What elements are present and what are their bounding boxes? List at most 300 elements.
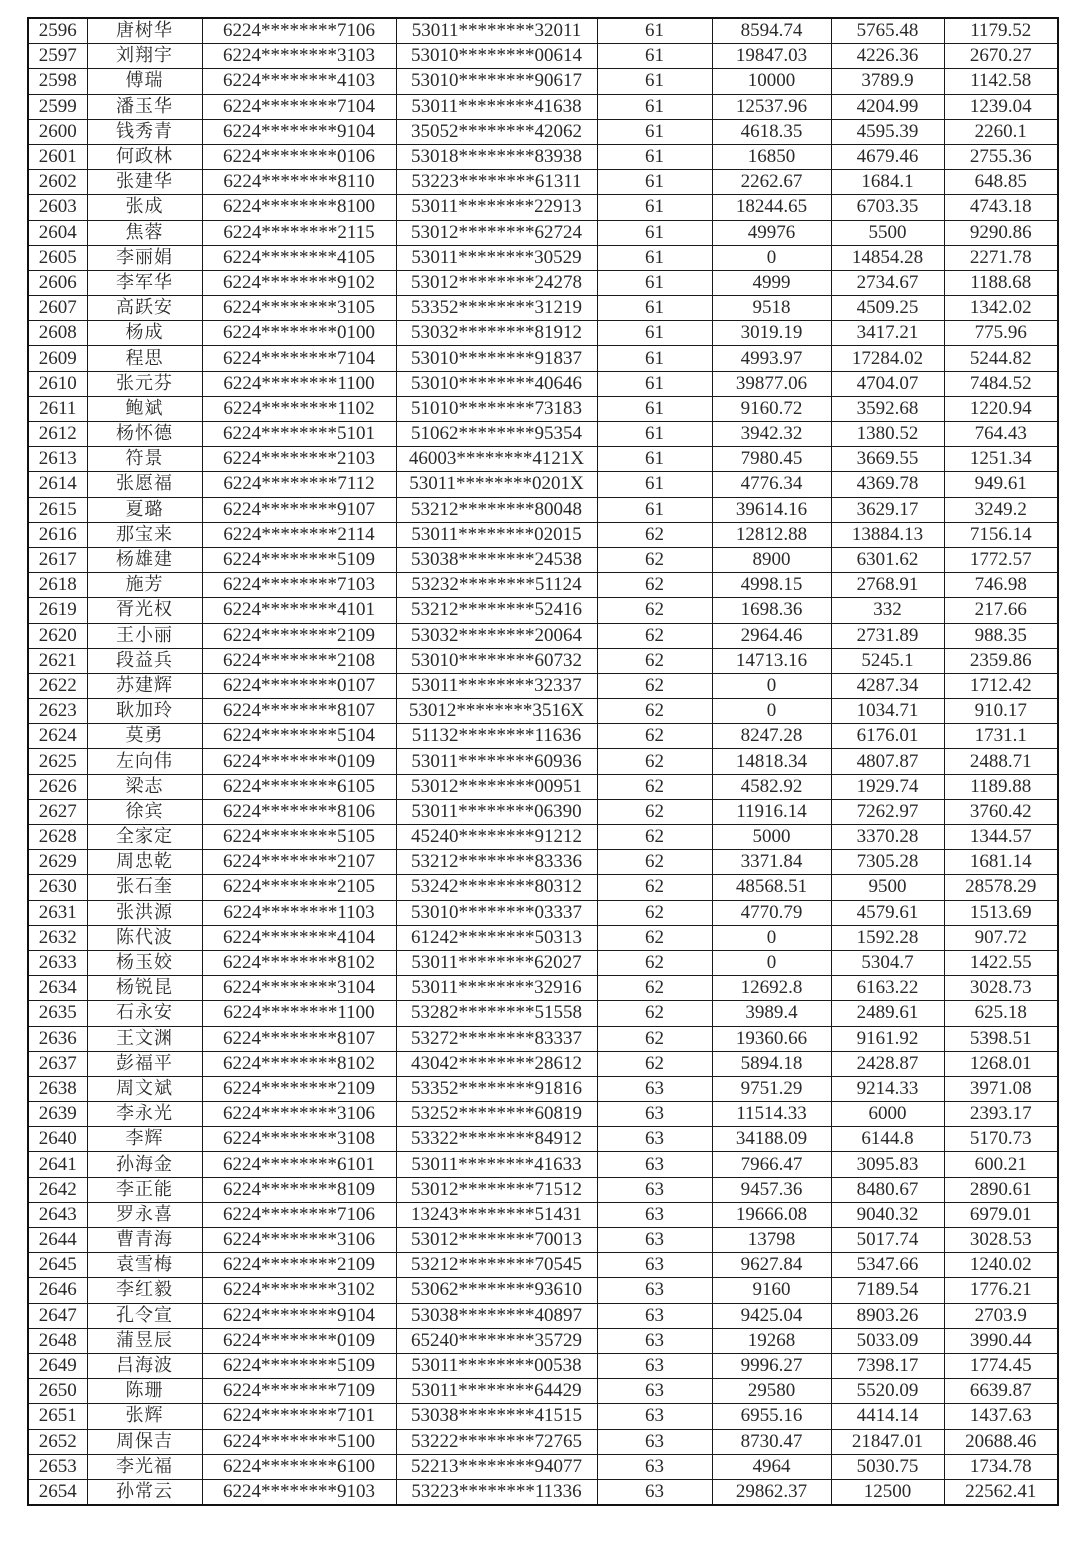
- amount-2-cell: 1929.74: [831, 774, 944, 799]
- id-number-cell: 53011********06390: [396, 799, 597, 824]
- table-row: [28, 321, 1058, 346]
- amount-2-cell: 6163.22: [831, 976, 944, 1001]
- amount-3-cell: 1142.58: [944, 69, 1058, 94]
- name-cell: 焦蓉: [87, 220, 202, 245]
- table-row: [28, 1102, 1058, 1127]
- name-cell: 傅瑞: [87, 69, 202, 94]
- amount-1-cell: 12537.96: [712, 94, 831, 119]
- name-cell: 李红毅: [87, 1278, 202, 1303]
- row-index-cell: 2612: [28, 422, 87, 447]
- card-number-cell: 6224********6105: [202, 774, 396, 799]
- amount-2-cell: 3629.17: [831, 497, 944, 522]
- amount-1-cell: 4993.97: [712, 346, 831, 371]
- table-row: [28, 119, 1058, 144]
- card-number-cell: 6224********0109: [202, 749, 396, 774]
- row-index-cell: 2642: [28, 1177, 87, 1202]
- id-number-cell: 53011********32337: [396, 673, 597, 698]
- card-number-cell: 6224********2107: [202, 850, 396, 875]
- name-cell: 徐宾: [87, 799, 202, 824]
- row-index-cell: 2596: [28, 18, 87, 44]
- age-cell: 61: [597, 94, 712, 119]
- id-number-cell: 53011********32011: [396, 18, 597, 44]
- amount-1-cell: 29580: [712, 1379, 831, 1404]
- amount-3-cell: 3760.42: [944, 799, 1058, 824]
- card-number-cell: 6224********4103: [202, 69, 396, 94]
- amount-2-cell: 1034.71: [831, 699, 944, 724]
- amount-3-cell: 3028.53: [944, 1228, 1058, 1253]
- card-number-cell: 6224********7104: [202, 94, 396, 119]
- amount-1-cell: 0: [712, 950, 831, 975]
- name-cell: 梁志: [87, 774, 202, 799]
- amount-1-cell: 3942.32: [712, 422, 831, 447]
- card-number-cell: 6224********9107: [202, 497, 396, 522]
- amount-1-cell: 0: [712, 245, 831, 270]
- amount-3-cell: 7156.14: [944, 522, 1058, 547]
- id-number-cell: 45240********91212: [396, 825, 597, 850]
- row-index-cell: 2607: [28, 296, 87, 321]
- name-cell: 段益兵: [87, 648, 202, 673]
- amount-3-cell: 1422.55: [944, 950, 1058, 975]
- amount-3-cell: 1189.88: [944, 774, 1058, 799]
- name-cell: 李光福: [87, 1454, 202, 1479]
- age-cell: 62: [597, 774, 712, 799]
- table-row: [28, 1303, 1058, 1328]
- table-row: [28, 900, 1058, 925]
- table-row: [28, 1253, 1058, 1278]
- table-row: [28, 724, 1058, 749]
- id-number-cell: 53252********60819: [396, 1102, 597, 1127]
- age-cell: 62: [597, 623, 712, 648]
- amount-2-cell: 4287.34: [831, 673, 944, 698]
- age-cell: 62: [597, 724, 712, 749]
- amount-1-cell: 49976: [712, 220, 831, 245]
- id-number-cell: 53222********72765: [396, 1429, 597, 1454]
- card-number-cell: 6224********1103: [202, 900, 396, 925]
- amount-1-cell: 5894.18: [712, 1051, 831, 1076]
- card-number-cell: 6224********7109: [202, 1379, 396, 1404]
- amount-2-cell: 9500: [831, 875, 944, 900]
- records-table: [27, 17, 1059, 1506]
- amount-2-cell: 5520.09: [831, 1379, 944, 1404]
- card-number-cell: 6224********5101: [202, 422, 396, 447]
- age-cell: 63: [597, 1479, 712, 1505]
- id-number-cell: 53223********61311: [396, 170, 597, 195]
- amount-2-cell: 6176.01: [831, 724, 944, 749]
- amount-3-cell: 1239.04: [944, 94, 1058, 119]
- card-number-cell: 6224********9104: [202, 119, 396, 144]
- card-number-cell: 6224********8106: [202, 799, 396, 824]
- age-cell: 62: [597, 875, 712, 900]
- id-number-cell: 53010********90617: [396, 69, 597, 94]
- name-cell: 石永安: [87, 1001, 202, 1026]
- amount-1-cell: 9518: [712, 296, 831, 321]
- age-cell: 63: [597, 1353, 712, 1378]
- amount-1-cell: 19360.66: [712, 1026, 831, 1051]
- table-row: [28, 245, 1058, 270]
- card-number-cell: 6224********3104: [202, 976, 396, 1001]
- table-row: [28, 472, 1058, 497]
- card-number-cell: 6224********3106: [202, 1102, 396, 1127]
- card-number-cell: 6224********1100: [202, 1001, 396, 1026]
- amount-3-cell: 1220.94: [944, 396, 1058, 421]
- id-number-cell: 53212********52416: [396, 598, 597, 623]
- card-number-cell: 6224********1100: [202, 371, 396, 396]
- amount-3-cell: 217.66: [944, 598, 1058, 623]
- name-cell: 李正能: [87, 1177, 202, 1202]
- card-number-cell: 6224********3105: [202, 296, 396, 321]
- row-index-cell: 2622: [28, 673, 87, 698]
- amount-1-cell: 4582.92: [712, 774, 831, 799]
- card-number-cell: 6224********8109: [202, 1177, 396, 1202]
- amount-3-cell: 907.72: [944, 925, 1058, 950]
- amount-1-cell: 8594.74: [712, 18, 831, 44]
- table-row: [28, 648, 1058, 673]
- amount-1-cell: 10000: [712, 69, 831, 94]
- card-number-cell: 6224********2115: [202, 220, 396, 245]
- row-index-cell: 2637: [28, 1051, 87, 1076]
- card-number-cell: 6224********2103: [202, 447, 396, 472]
- table-row: [28, 699, 1058, 724]
- age-cell: 61: [597, 220, 712, 245]
- age-cell: 63: [597, 1303, 712, 1328]
- amount-1-cell: 34188.09: [712, 1127, 831, 1152]
- row-index-cell: 2652: [28, 1429, 87, 1454]
- row-index-cell: 2599: [28, 94, 87, 119]
- table-row: [28, 144, 1058, 169]
- amount-3-cell: 1240.02: [944, 1253, 1058, 1278]
- card-number-cell: 6224********3103: [202, 44, 396, 69]
- age-cell: 61: [597, 422, 712, 447]
- amount-2-cell: 6301.62: [831, 547, 944, 572]
- name-cell: 苏建辉: [87, 673, 202, 698]
- row-index-cell: 2608: [28, 321, 87, 346]
- amount-1-cell: 9160: [712, 1278, 831, 1303]
- amount-1-cell: 9160.72: [712, 396, 831, 421]
- row-index-cell: 2648: [28, 1328, 87, 1353]
- id-number-cell: 53011********0201X: [396, 472, 597, 497]
- id-number-cell: 53012********62724: [396, 220, 597, 245]
- card-number-cell: 6224********3106: [202, 1228, 396, 1253]
- card-number-cell: 6224********2105: [202, 875, 396, 900]
- table-row: [28, 170, 1058, 195]
- amount-1-cell: 8730.47: [712, 1429, 831, 1454]
- card-number-cell: 6224********8100: [202, 195, 396, 220]
- row-index-cell: 2634: [28, 976, 87, 1001]
- age-cell: 62: [597, 598, 712, 623]
- amount-1-cell: 2964.46: [712, 623, 831, 648]
- id-number-cell: 53242********80312: [396, 875, 597, 900]
- card-number-cell: 6224********2114: [202, 522, 396, 547]
- amount-2-cell: 14854.28: [831, 245, 944, 270]
- table-row: [28, 220, 1058, 245]
- amount-3-cell: 3971.08: [944, 1076, 1058, 1101]
- row-index-cell: 2621: [28, 648, 87, 673]
- card-number-cell: 6224********0109: [202, 1328, 396, 1353]
- age-cell: 61: [597, 69, 712, 94]
- table-row: [28, 875, 1058, 900]
- table-row: [28, 44, 1058, 69]
- id-number-cell: 13243********51431: [396, 1202, 597, 1227]
- age-cell: 62: [597, 573, 712, 598]
- amount-1-cell: 3019.19: [712, 321, 831, 346]
- id-number-cell: 53012********71512: [396, 1177, 597, 1202]
- row-index-cell: 2615: [28, 497, 87, 522]
- id-number-cell: 53012********24278: [396, 270, 597, 295]
- table-row: [28, 1328, 1058, 1353]
- amount-3-cell: 3990.44: [944, 1328, 1058, 1353]
- row-index-cell: 2644: [28, 1228, 87, 1253]
- amount-3-cell: 6639.87: [944, 1379, 1058, 1404]
- table-row: [28, 799, 1058, 824]
- age-cell: 63: [597, 1177, 712, 1202]
- age-cell: 63: [597, 1102, 712, 1127]
- row-index-cell: 2623: [28, 699, 87, 724]
- name-cell: 李军华: [87, 270, 202, 295]
- amount-1-cell: 11514.33: [712, 1102, 831, 1127]
- amount-2-cell: 3669.55: [831, 447, 944, 472]
- amount-3-cell: 988.35: [944, 623, 1058, 648]
- age-cell: 63: [597, 1253, 712, 1278]
- table-row: [28, 825, 1058, 850]
- amount-2-cell: 5500: [831, 220, 944, 245]
- amount-3-cell: 9290.86: [944, 220, 1058, 245]
- id-number-cell: 53038********41515: [396, 1404, 597, 1429]
- amount-1-cell: 9996.27: [712, 1353, 831, 1378]
- card-number-cell: 6224********9103: [202, 1479, 396, 1505]
- row-index-cell: 2638: [28, 1076, 87, 1101]
- table-row: [28, 1228, 1058, 1253]
- amount-1-cell: 29862.37: [712, 1479, 831, 1505]
- age-cell: 61: [597, 18, 712, 44]
- age-cell: 62: [597, 749, 712, 774]
- age-cell: 62: [597, 900, 712, 925]
- name-cell: 程思: [87, 346, 202, 371]
- amount-1-cell: 12812.88: [712, 522, 831, 547]
- amount-2-cell: 5245.1: [831, 648, 944, 673]
- row-index-cell: 2625: [28, 749, 87, 774]
- age-cell: 63: [597, 1379, 712, 1404]
- name-cell: 罗永喜: [87, 1202, 202, 1227]
- id-number-cell: 53062********93610: [396, 1278, 597, 1303]
- id-number-cell: 35052********42062: [396, 119, 597, 144]
- amount-2-cell: 12500: [831, 1479, 944, 1505]
- card-number-cell: 6224********1102: [202, 396, 396, 421]
- name-cell: 张洪源: [87, 900, 202, 925]
- table-row: [28, 1353, 1058, 1378]
- card-number-cell: 6224********6100: [202, 1454, 396, 1479]
- table-row: [28, 346, 1058, 371]
- row-index-cell: 2640: [28, 1127, 87, 1152]
- table-row: [28, 1202, 1058, 1227]
- id-number-cell: 53012********70013: [396, 1228, 597, 1253]
- amount-3-cell: 5398.51: [944, 1026, 1058, 1051]
- age-cell: 61: [597, 119, 712, 144]
- name-cell: 陈珊: [87, 1379, 202, 1404]
- table-row: [28, 447, 1058, 472]
- id-number-cell: 53018********83938: [396, 144, 597, 169]
- amount-3-cell: 625.18: [944, 1001, 1058, 1026]
- amount-1-cell: 9751.29: [712, 1076, 831, 1101]
- amount-2-cell: 5347.66: [831, 1253, 944, 1278]
- name-cell: 高跃安: [87, 296, 202, 321]
- amount-2-cell: 21847.01: [831, 1429, 944, 1454]
- table-row: [28, 749, 1058, 774]
- amount-2-cell: 2768.91: [831, 573, 944, 598]
- table-row: [28, 396, 1058, 421]
- name-cell: 彭福平: [87, 1051, 202, 1076]
- name-cell: 张辉: [87, 1404, 202, 1429]
- amount-2-cell: 8903.26: [831, 1303, 944, 1328]
- row-index-cell: 2636: [28, 1026, 87, 1051]
- card-number-cell: 6224********7101: [202, 1404, 396, 1429]
- row-index-cell: 2628: [28, 825, 87, 850]
- id-number-cell: 53010********00614: [396, 44, 597, 69]
- name-cell: 蒲昱辰: [87, 1328, 202, 1353]
- amount-3-cell: 764.43: [944, 422, 1058, 447]
- row-index-cell: 2626: [28, 774, 87, 799]
- name-cell: 袁雪梅: [87, 1253, 202, 1278]
- age-cell: 63: [597, 1404, 712, 1429]
- name-cell: 唐树华: [87, 18, 202, 44]
- amount-1-cell: 0: [712, 699, 831, 724]
- table-row: [28, 976, 1058, 1001]
- table-row: [28, 925, 1058, 950]
- age-cell: 62: [597, 850, 712, 875]
- table-body: [28, 18, 1058, 1505]
- card-number-cell: 6224********7104: [202, 346, 396, 371]
- id-number-cell: 52213********94077: [396, 1454, 597, 1479]
- amount-2-cell: 332: [831, 598, 944, 623]
- age-cell: 62: [597, 522, 712, 547]
- amount-3-cell: 1776.21: [944, 1278, 1058, 1303]
- amount-1-cell: 39877.06: [712, 371, 831, 396]
- amount-3-cell: 910.17: [944, 699, 1058, 724]
- amount-3-cell: 2890.61: [944, 1177, 1058, 1202]
- card-number-cell: 6224********5109: [202, 547, 396, 572]
- amount-2-cell: 3789.9: [831, 69, 944, 94]
- amount-1-cell: 4776.34: [712, 472, 831, 497]
- id-number-cell: 53032********81912: [396, 321, 597, 346]
- card-number-cell: 6224********8107: [202, 699, 396, 724]
- amount-3-cell: 2488.71: [944, 749, 1058, 774]
- amount-1-cell: 19666.08: [712, 1202, 831, 1227]
- name-cell: 杨怀德: [87, 422, 202, 447]
- name-cell: 施芳: [87, 573, 202, 598]
- name-cell: 孔令宣: [87, 1303, 202, 1328]
- amount-3-cell: 28578.29: [944, 875, 1058, 900]
- name-cell: 夏璐: [87, 497, 202, 522]
- card-number-cell: 6224********0106: [202, 144, 396, 169]
- id-number-cell: 53010********60732: [396, 648, 597, 673]
- age-cell: 61: [597, 195, 712, 220]
- name-cell: 李丽娟: [87, 245, 202, 270]
- age-cell: 63: [597, 1228, 712, 1253]
- row-index-cell: 2629: [28, 850, 87, 875]
- card-number-cell: 6224********0100: [202, 321, 396, 346]
- id-number-cell: 53212********83336: [396, 850, 597, 875]
- amount-2-cell: 17284.02: [831, 346, 944, 371]
- amount-3-cell: 22562.41: [944, 1479, 1058, 1505]
- age-cell: 63: [597, 1328, 712, 1353]
- row-index-cell: 2616: [28, 522, 87, 547]
- table-row: [28, 850, 1058, 875]
- amount-2-cell: 5017.74: [831, 1228, 944, 1253]
- row-index-cell: 2641: [28, 1152, 87, 1177]
- amount-1-cell: 4964: [712, 1454, 831, 1479]
- table-row: [28, 270, 1058, 295]
- id-number-cell: 51132********11636: [396, 724, 597, 749]
- amount-1-cell: 48568.51: [712, 875, 831, 900]
- name-cell: 杨成: [87, 321, 202, 346]
- id-number-cell: 53011********30529: [396, 245, 597, 270]
- amount-3-cell: 746.98: [944, 573, 1058, 598]
- table-row: [28, 1278, 1058, 1303]
- id-number-cell: 65240********35729: [396, 1328, 597, 1353]
- amount-2-cell: 7262.97: [831, 799, 944, 824]
- amount-3-cell: 1774.45: [944, 1353, 1058, 1378]
- table-row: [28, 1429, 1058, 1454]
- amount-3-cell: 1734.78: [944, 1454, 1058, 1479]
- age-cell: 62: [597, 699, 712, 724]
- amount-2-cell: 2734.67: [831, 270, 944, 295]
- id-number-cell: 53282********51558: [396, 1001, 597, 1026]
- amount-2-cell: 5030.75: [831, 1454, 944, 1479]
- amount-1-cell: 12692.8: [712, 976, 831, 1001]
- amount-1-cell: 9627.84: [712, 1253, 831, 1278]
- age-cell: 63: [597, 1278, 712, 1303]
- age-cell: 61: [597, 321, 712, 346]
- amount-2-cell: 3592.68: [831, 396, 944, 421]
- card-number-cell: 6224********4105: [202, 245, 396, 270]
- amount-2-cell: 4204.99: [831, 94, 944, 119]
- age-cell: 62: [597, 950, 712, 975]
- amount-2-cell: 4704.07: [831, 371, 944, 396]
- row-index-cell: 2613: [28, 447, 87, 472]
- table-row: [28, 1001, 1058, 1026]
- table-row: [28, 623, 1058, 648]
- id-number-cell: 51062********95354: [396, 422, 597, 447]
- amount-1-cell: 0: [712, 673, 831, 698]
- amount-2-cell: 9161.92: [831, 1026, 944, 1051]
- name-cell: 杨雄建: [87, 547, 202, 572]
- amount-2-cell: 1684.1: [831, 170, 944, 195]
- row-index-cell: 2631: [28, 900, 87, 925]
- name-cell: 符景: [87, 447, 202, 472]
- age-cell: 63: [597, 1152, 712, 1177]
- row-index-cell: 2645: [28, 1253, 87, 1278]
- name-cell: 全家定: [87, 825, 202, 850]
- table-row: [28, 950, 1058, 975]
- row-index-cell: 2632: [28, 925, 87, 950]
- amount-1-cell: 18244.65: [712, 195, 831, 220]
- table-row: [28, 18, 1058, 44]
- card-number-cell: 6224********7106: [202, 1202, 396, 1227]
- card-number-cell: 6224********8107: [202, 1026, 396, 1051]
- amount-1-cell: 8900: [712, 547, 831, 572]
- amount-2-cell: 6144.8: [831, 1127, 944, 1152]
- amount-2-cell: 2731.89: [831, 623, 944, 648]
- id-number-cell: 53223********11336: [396, 1479, 597, 1505]
- id-number-cell: 53352********91816: [396, 1076, 597, 1101]
- amount-3-cell: 2703.9: [944, 1303, 1058, 1328]
- age-cell: 63: [597, 1202, 712, 1227]
- amount-2-cell: 4679.46: [831, 144, 944, 169]
- table-row: [28, 547, 1058, 572]
- amount-1-cell: 3371.84: [712, 850, 831, 875]
- id-number-cell: 53011********00538: [396, 1353, 597, 1378]
- name-cell: 陈代波: [87, 925, 202, 950]
- amount-2-cell: 13884.13: [831, 522, 944, 547]
